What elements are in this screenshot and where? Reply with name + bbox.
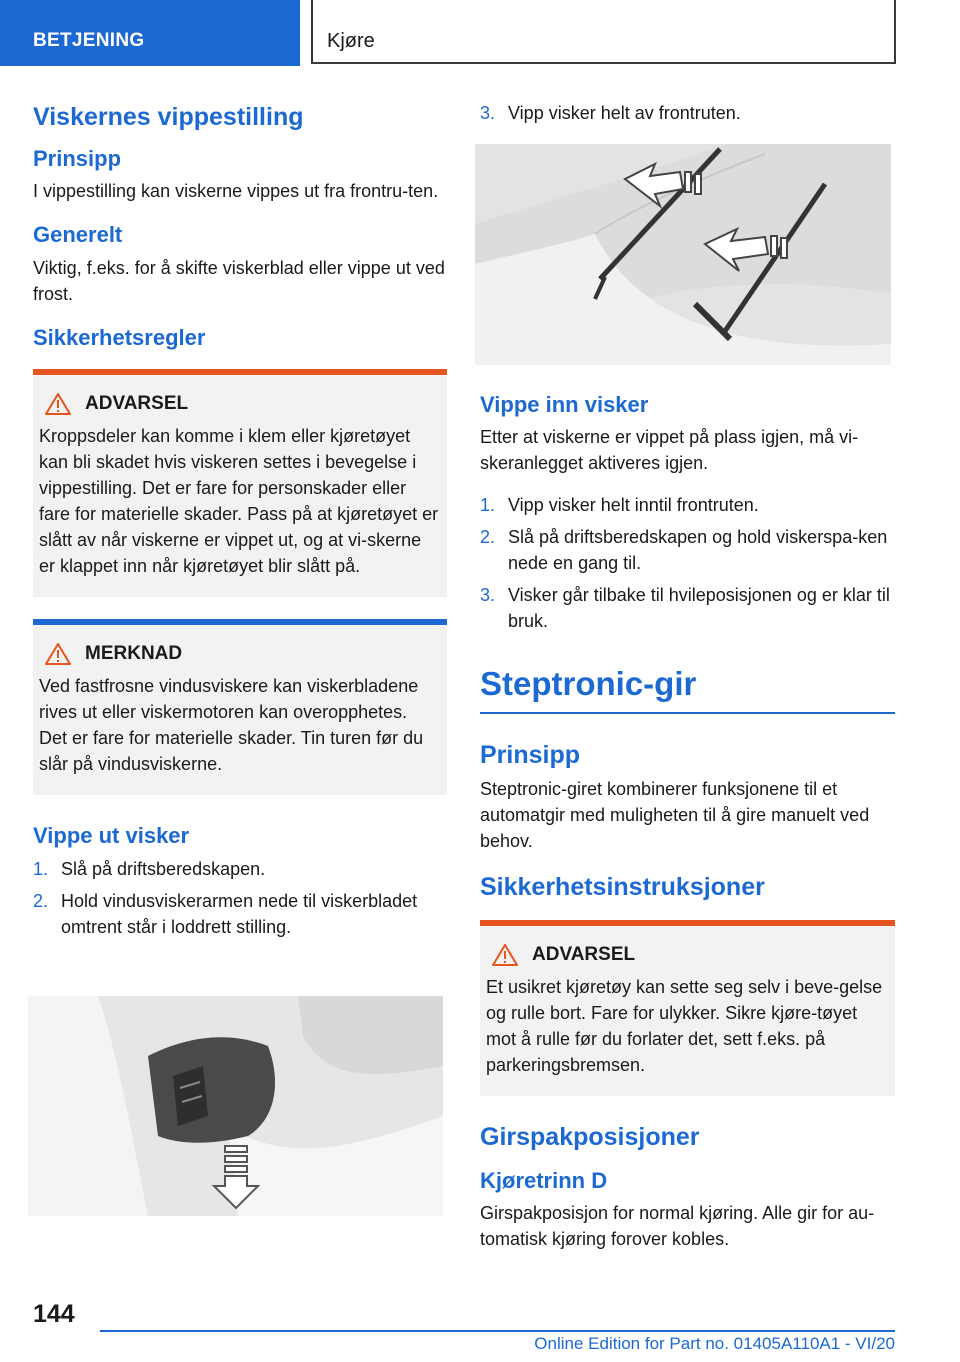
steptronic-principle-text: Steptronic-giret kombinerer funksjonene til et automatgir med muligheten til å gire manuelt ved behov.	[480, 778, 870, 851]
fold-out-heading: Vippe ut visker	[33, 823, 190, 849]
gear-positions-heading: Girspakposisjoner	[480, 1122, 700, 1151]
general-heading: Generelt	[33, 222, 123, 248]
list-item: 2. Hold vindusviskerarmen nede til viskerbladet omtrent står i loddrett stilling.	[33, 890, 418, 937]
principle-text: I vippestilling kan viskerne vippes ut fra frontru-ten.	[33, 181, 439, 202]
fold-in-heading: Vippe inn visker	[480, 392, 649, 417]
warning-triangle-icon	[45, 393, 71, 415]
chapter-title: Kjøre	[311, 0, 896, 64]
safety-heading: Sikkerhetsregler	[33, 324, 206, 350]
section-tab: BETJENING	[0, 0, 300, 66]
list-item: 3. Vipp visker helt av frontruten.	[480, 103, 741, 123]
fold-out-step-3	[480, 100, 895, 126]
list-item: 1. Vipp visker helt inntil frontruten.	[480, 495, 759, 516]
warning-label: ADVARSEL	[532, 943, 636, 965]
note-box	[33, 619, 447, 795]
fold-in-text: Etter at viskerne er vippet på plass igjen, må vi-skeranlegget aktiveres igjen.	[480, 427, 859, 474]
list-item: 3. Visker går tilbake til hvileposisjonen og er klar til bruk.	[480, 585, 890, 632]
wiper-stalk-figure	[28, 996, 443, 1216]
note-text: Ved fastfrosne vindusviskere kan viskerbladene rives ut eller viskermotoren kan overopphetes. Det er fare for materielle skader. Tin turen før du slår på vindusviskerne.	[39, 676, 424, 775]
windshield-wiper-figure	[475, 144, 891, 365]
left-column	[33, 100, 447, 956]
list-item: 2. Slå på driftsberedskapen og hold viskerspa-ken nede en gang til.	[480, 527, 888, 574]
note-label: MERKNAD	[85, 643, 183, 665]
list-item: 1. Slå på driftsberedskapen.	[33, 858, 266, 879]
fold-in-steps	[480, 492, 895, 634]
principle-heading: Prinsipp	[33, 146, 122, 171]
drive-heading: Kjøretrinn D	[480, 1167, 608, 1193]
warning-triangle-icon	[492, 944, 518, 966]
steptronic-warning-text: Et usikret kjøretøy kan sette seg selv i beve-gelse og rulle bort. Fare for ulykker. Sikre kjøre-tøyet mot å rulle før du forlater det, sett f.eks. på parkeringsbremsen.	[486, 976, 883, 1075]
steptronic-warning-box	[480, 920, 895, 1096]
page-number: 144	[33, 1300, 75, 1328]
drive-text: Girspakposisjon for normal kjøring. Alle gir for au-tomatisk kjøring forover kobles.	[480, 1203, 875, 1250]
right-column-lower	[480, 392, 895, 1270]
steptronic-principle-heading: Prinsipp	[480, 740, 581, 769]
steptronic-title: Steptronic-gir	[480, 664, 895, 714]
warning-text: Kroppsdeler kan komme i klem eller kjøretøyet kan bli skadet hvis viskeren settes i bevegelse i vippestilling. Det er fare for personskader eller fare for materielle skader. Pass på at kjøretøyet er slått av når viskerne er vippet ut, og at vi-skerne er klappet inn når kjøretøyet blir slått på.	[39, 426, 439, 577]
warning-box	[33, 369, 447, 597]
safety-instructions-heading: Sikkerhetsinstruksjoner	[480, 872, 765, 901]
note-triangle-icon	[45, 643, 71, 665]
fold-out-steps	[33, 856, 447, 940]
right-column	[480, 100, 895, 140]
wiper-position-title: Viskernes vippestilling	[33, 103, 304, 131]
footer-divider	[100, 1330, 895, 1332]
edition-text: Online Edition for Part no. 01405A110A1 - VI/20	[534, 1334, 895, 1353]
general-text: Viktig, f.eks. for å skifte viskerblad eller vippe ut ved frost.	[33, 257, 445, 304]
warning-label: ADVARSEL	[85, 393, 189, 415]
